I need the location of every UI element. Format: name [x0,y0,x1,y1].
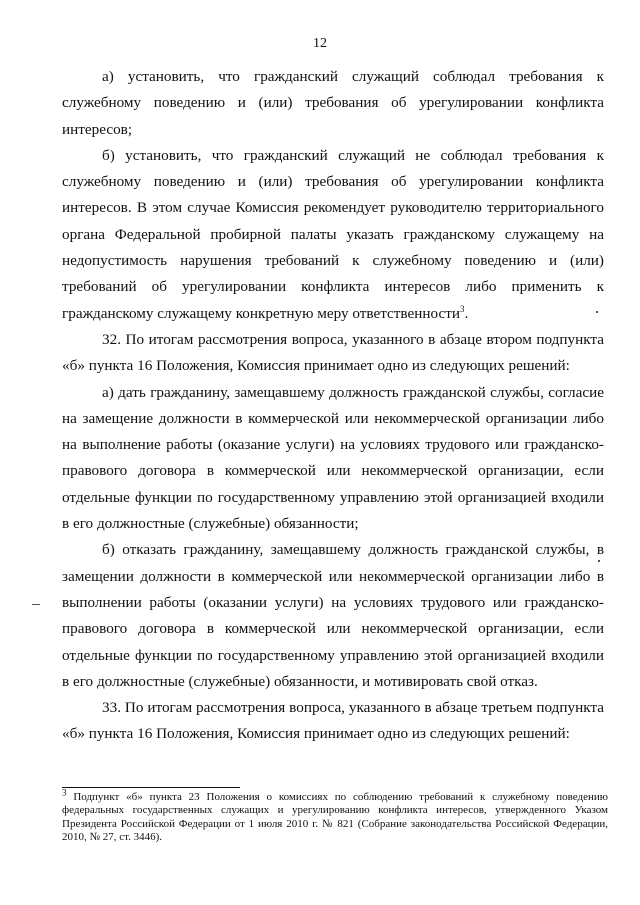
paragraph-item-32-a: а) дать гражданину, замещавшему должность гражданской службы, согласие на замещение должности в коммерческой или некоммерческой организации либо на выполнение работы (оказание услуги) на условиях трудового или гражданско-правового договора в коммерческой или некоммерческой организации, если отдельные функции по государственному управлению этой организацией входили в его должностные (служебные) обязанности; [62,383,604,533]
paragraph-decision-b-noncompliant [62,143,604,327]
page-number: 12 [313,36,327,51]
footnote-text: Подпункт «б» пункта 23 Положения о комиссиях по соблюдению требований к служебному поведению федеральных государственных служащих и урегулированию конфликта интересов, утвержденного Указом Президента Российской Федерации от 1 июля 2010 г. № 821 (Собрание законодательства Российской Федерации, 2010, № 27, ст. 3446). [62,791,608,844]
footnote-reference[interactable]: 3 [459,303,465,314]
footnote-marker: 3 [62,787,67,798]
footnote-divider [62,787,240,788]
footnote [62,787,608,845]
paragraph-item-32: 32. По итогам рассмотрения вопроса, указанного в абзаце втором подпункта «б» пункта 16 Положения, Комиссия принимает одно из следующих решений: [62,330,604,375]
paragraph-decision-b-text: б) установить, что гражданский служащий не соблюдал требования к служебному поведению и (или) требования об урегулировании конфликта интересов. В этом случае Комиссия рекомендует руководителю территориального органа Федеральной пробирной палаты указать гражданскому служащему на недопустимость нарушения требований к служебному поведению и (или) требований об урегулировании конфликта интересов либо применить к гражданскому служащему конкретную меру ответственности [62,146,604,322]
paragraph-item-33: 33. По итогам рассмотрения вопроса, указанного в абзаце третьем подпункта «б» пункта 16 Положения, Комиссия принимает одно из следующих решений: [62,699,604,743]
document-body [62,64,604,748]
scan-artifact-dot [596,311,598,313]
scan-artifact-dot [598,560,600,562]
paragraph-item-32-b: б) отказать гражданину, замещавшему должность гражданской службы, в замещении должности в коммерческой или некоммерческой организации либо в выполнении работы (оказании услуги) на условиях трудового или гражданско-правового договора в коммерческой или некоммерческой организации, если отдельные функции по государственному управлению этой организацией входили в его должностные (служебные) обязанности, и мотивировать свой отказ. [62,541,604,690]
paragraph-decision-b-end: . [464,304,469,322]
scan-artifact-mark [32,604,40,605]
paragraph-decision-a-compliant: а) установить, что гражданский служащий соблюдал требования к служебному поведению и (или) требования об урегулировании конфликта интересов; [62,68,604,138]
